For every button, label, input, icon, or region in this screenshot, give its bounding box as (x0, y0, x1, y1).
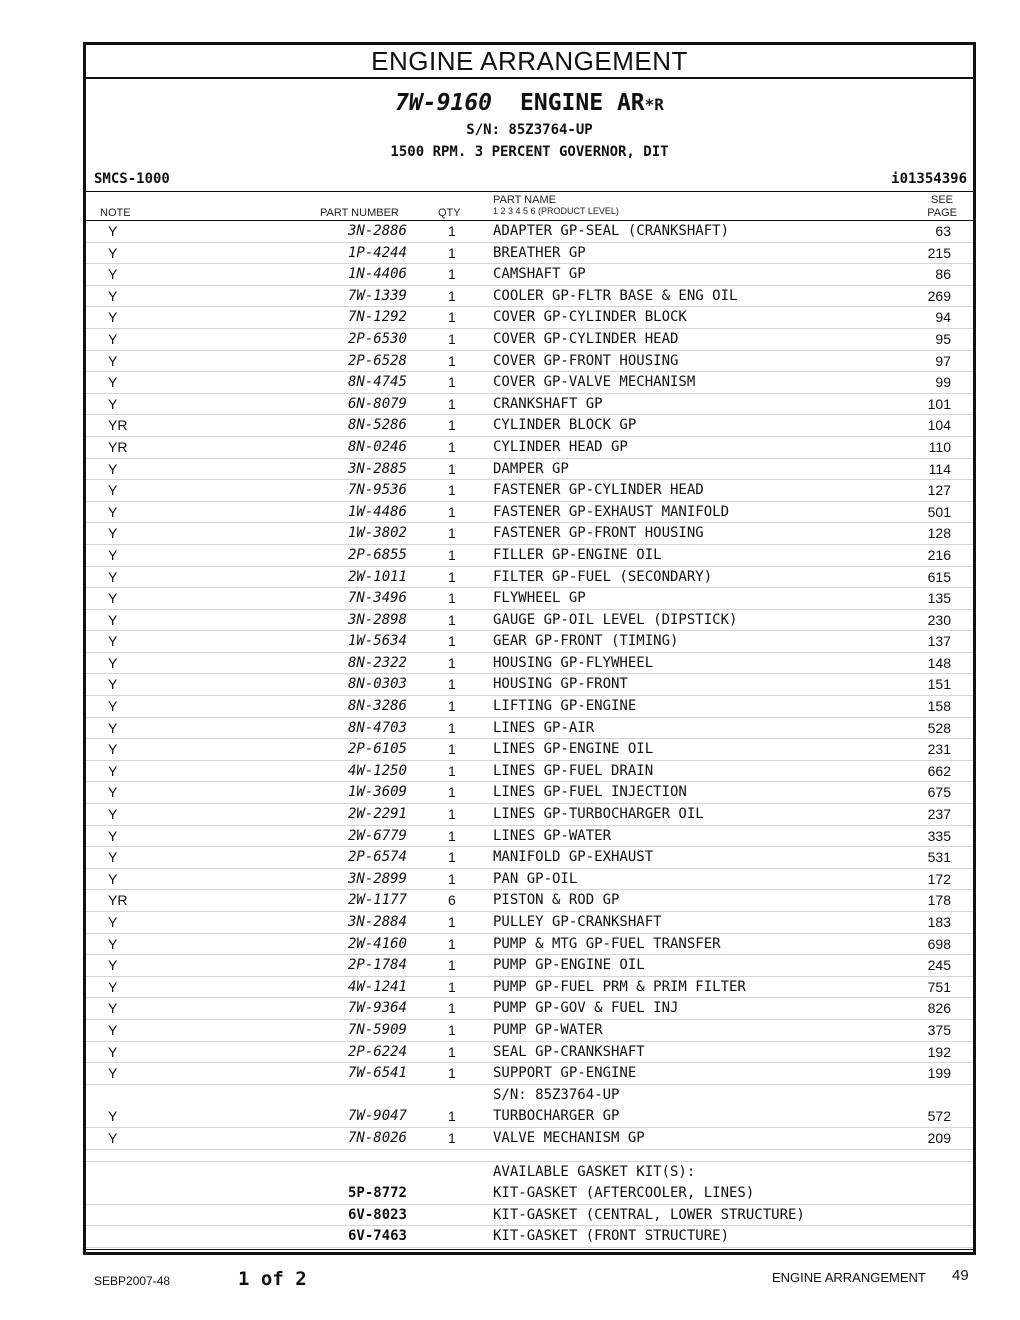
see-page-cell: 104 (927, 417, 951, 434)
part-name-cell: PULLEY GP-CRANKSHAFT (493, 914, 662, 930)
part-name-cell: VALVE MECHANISM GP (493, 1129, 645, 1146)
part-number-cell: 7W-1339 (347, 287, 407, 304)
qty-cell: 1 (448, 827, 456, 844)
illustration-id: i01354396 (891, 171, 967, 187)
see-page-cell: 231 (927, 741, 951, 758)
table-row (86, 480, 973, 502)
arrangement-part-number: 7W-9160 (395, 90, 493, 116)
note-cell: Y (108, 1043, 118, 1060)
see-page-cell: 199 (927, 1065, 951, 1082)
part-number-cell: 4W-1241 (347, 978, 407, 995)
part-number-cell: 7W-9364 (347, 1000, 407, 1017)
see-page-cell: 531 (927, 849, 951, 866)
part-number-cell: 8N-3286 (347, 698, 407, 715)
part-number-cell: 3N-2899 (347, 870, 407, 887)
see-page-cell: 245 (927, 957, 951, 974)
footer-section-title: ENGINE ARRANGEMENT (772, 1270, 926, 1285)
table-row (86, 264, 973, 286)
part-number-cell: 2P-1784 (347, 957, 407, 974)
note-cell: Y (108, 806, 118, 823)
part-name-cell: DAMPER GP (493, 460, 569, 477)
note-cell: Y (108, 741, 118, 758)
see-page-cell: 110 (928, 438, 951, 455)
see-page-cell: 751 (927, 978, 951, 995)
note-cell: Y (108, 633, 118, 650)
part-number-cell: 1W-3802 (347, 525, 407, 542)
see-page-cell: 148 (927, 654, 951, 671)
column-header-see: SEE (930, 194, 953, 206)
part-number-cell: 1W-5634 (347, 633, 407, 650)
gasket-part-number: 6V-7463 (347, 1228, 407, 1245)
see-page-cell: 572 (927, 1108, 951, 1125)
part-number-cell: 7N-8026 (347, 1129, 407, 1146)
note-cell: Y (108, 676, 118, 693)
part-number-cell: 3N-2898 (347, 611, 407, 628)
part-number-cell: 8N-5286 (347, 417, 407, 434)
note-cell: Y (108, 568, 118, 585)
qty-cell: 1 (448, 957, 456, 974)
part-name-cell: ADAPTER GP-SEAL (CRANKSHAFT) (493, 223, 730, 239)
note-cell: Y (108, 827, 118, 844)
table-row (86, 631, 973, 653)
part-number-cell: 8N-4745 (347, 374, 407, 391)
column-header-page: PAGE (927, 207, 957, 219)
qty-cell: 1 (448, 1021, 456, 1038)
part-name-cell: FASTENER GP-CYLINDER HEAD (493, 482, 704, 499)
gasket-part-name: KIT-GASKET (CENTRAL, LOWER STRUCTURE) (493, 1206, 805, 1223)
see-page-cell: 826 (927, 1000, 951, 1017)
table-row (86, 998, 973, 1020)
note-cell: Y (108, 1000, 118, 1017)
part-number-cell: 7N-1292 (347, 309, 407, 326)
part-name-cell: COOLER GP-FLTR BASE & ENG OIL (493, 287, 738, 304)
part-number-cell: 2P-6855 (347, 546, 407, 563)
table-row (86, 567, 973, 589)
table-row (86, 1020, 973, 1042)
note-cell: Y (108, 503, 118, 520)
part-name-cell: LINES GP-FUEL INJECTION (493, 784, 687, 801)
part-number-cell: 6N-8079 (347, 395, 407, 412)
qty-cell: 1 (448, 330, 456, 347)
title-line (86, 89, 973, 119)
see-page-cell: 216 (927, 546, 951, 563)
table-row (86, 782, 973, 804)
part-number-cell: 2W-1177 (347, 892, 407, 909)
note-cell: Y (108, 352, 118, 369)
part-number-cell: 7W-6541 (347, 1065, 407, 1082)
note-cell: YR (108, 438, 128, 455)
see-page-cell: 215 (927, 244, 951, 261)
qty-cell: 1 (448, 1129, 456, 1146)
part-number-cell: 2P-6530 (347, 330, 407, 347)
part-number-cell: 7N-9536 (347, 482, 407, 499)
see-page-cell: 172 (927, 870, 951, 887)
qty-cell: 1 (448, 1000, 456, 1017)
part-name-cell: PUMP & MTG GP-FUEL TRANSFER (493, 935, 721, 952)
see-page-cell: 230 (927, 611, 951, 628)
part-name-cell: PUMP GP-ENGINE OIL (493, 957, 645, 974)
see-page-cell: 662 (927, 762, 951, 779)
table-row (86, 286, 973, 308)
page-footer (0, 1264, 1020, 1294)
qty-cell: 1 (448, 482, 456, 499)
qty-cell: 1 (448, 460, 456, 477)
qty-cell: 1 (448, 438, 456, 455)
part-name-cell: LINES GP-TURBOCHARGER OIL (493, 806, 704, 823)
part-name-cell: HOUSING GP-FLYWHEEL (493, 654, 654, 671)
gasket-kit-row (86, 1205, 973, 1227)
part-number-cell: 1W-3609 (347, 784, 407, 801)
part-name-cell: SUPPORT GP-ENGINE (493, 1065, 637, 1082)
part-number-cell: 8N-0246 (347, 438, 407, 455)
note-cell: Y (108, 244, 118, 261)
serial-note: S/N: 85Z3764-UP (493, 1086, 620, 1103)
see-page-cell: 183 (927, 914, 951, 930)
see-page-cell: 335 (927, 827, 951, 844)
qty-cell: 1 (448, 244, 456, 261)
note-cell: Y (108, 957, 118, 974)
part-number-cell: 8N-0303 (347, 676, 407, 693)
table-row (86, 847, 973, 869)
smcs-row (86, 167, 973, 192)
table-row (86, 394, 973, 416)
see-page-cell: 127 (927, 482, 951, 499)
part-number-cell: 2W-1011 (347, 568, 407, 585)
note-cell: Y (108, 309, 118, 326)
part-name-cell: CYLINDER BLOCK GP (493, 417, 637, 434)
parts-list (86, 221, 973, 1248)
table-row (86, 761, 973, 783)
note-cell: Y (108, 1065, 118, 1082)
part-name-cell: PUMP GP-GOV & FUEL INJ (493, 1000, 679, 1017)
qty-cell: 1 (448, 287, 456, 304)
gasket-kit-row (86, 1183, 973, 1205)
smcs-code: SMCS-1000 (94, 171, 170, 187)
note-cell: Y (108, 1021, 118, 1038)
see-page-cell: 675 (927, 784, 951, 801)
qty-cell: 1 (448, 568, 456, 585)
table-row (86, 610, 973, 632)
note-cell: Y (108, 870, 118, 887)
qty-cell: 1 (448, 417, 456, 434)
gasket-heading-row (86, 1162, 973, 1184)
qty-cell: 1 (448, 870, 456, 887)
see-page-cell: 192 (927, 1043, 951, 1060)
note-cell: Y (108, 330, 118, 347)
note-cell: Y (108, 978, 118, 995)
part-name-cell: MANIFOLD GP-EXHAUST (493, 849, 654, 866)
qty-cell: 6 (448, 892, 456, 909)
column-header-note: NOTE (100, 207, 131, 219)
part-number-cell: 4W-1250 (347, 762, 407, 779)
qty-cell: 1 (448, 676, 456, 693)
see-page-cell: 137 (927, 633, 951, 650)
gasket-part-name: KIT-GASKET (AFTERCOOLER, LINES) (493, 1185, 755, 1202)
qty-cell: 1 (448, 806, 456, 823)
qty-cell: 1 (448, 741, 456, 758)
part-name-cell: FILLER GP-ENGINE OIL (493, 546, 662, 563)
footer-page-number: 49 (952, 1267, 969, 1284)
note-cell: YR (108, 417, 128, 434)
table-row (86, 739, 973, 761)
see-page-cell: 94 (935, 309, 951, 326)
qty-cell: 1 (448, 352, 456, 369)
title-block (86, 89, 973, 163)
qty-cell: 1 (448, 1043, 456, 1060)
part-name-cell: FASTENER GP-EXHAUST MANIFOLD (493, 503, 730, 520)
part-number-cell: 8N-4703 (347, 719, 407, 736)
bottom-rule (86, 1249, 973, 1250)
part-name-cell: PISTON & ROD GP (493, 892, 620, 909)
see-page-cell: 101 (927, 395, 951, 412)
see-page-cell: 114 (928, 460, 951, 477)
note-cell: Y (108, 525, 118, 542)
serial-note-row (86, 1085, 973, 1107)
footer-doc-id: SEBP2007-48 (94, 1274, 171, 1288)
note-cell: Y (108, 784, 118, 801)
table-row (86, 977, 973, 999)
qty-cell: 1 (448, 223, 456, 239)
note-cell: Y (108, 914, 118, 930)
part-number-cell: 2W-4160 (347, 935, 407, 952)
table-row (86, 718, 973, 740)
see-page-cell: 128 (927, 525, 951, 542)
document-frame (83, 42, 976, 1255)
note-cell: Y (108, 460, 118, 477)
part-name-cell: FILTER GP-FUEL (SECONDARY) (493, 568, 713, 585)
section-banner: ENGINE ARRANGEMENT (86, 45, 973, 79)
see-page-cell: 135 (927, 590, 951, 607)
qty-cell: 1 (448, 309, 456, 326)
part-name-cell: COVER GP-VALVE MECHANISM (493, 374, 696, 391)
qty-cell: 1 (448, 546, 456, 563)
qty-cell: 1 (448, 654, 456, 671)
qty-cell: 1 (448, 719, 456, 736)
note-cell: Y (108, 719, 118, 736)
table-row (86, 372, 973, 394)
part-name-cell: HOUSING GP-FRONT (493, 676, 628, 693)
table-row (86, 523, 973, 545)
part-name-cell: CYLINDER HEAD GP (493, 438, 628, 455)
part-number-cell: 8N-2322 (347, 654, 407, 671)
qty-cell: 1 (448, 698, 456, 715)
table-row (86, 912, 973, 934)
note-cell: Y (108, 266, 118, 283)
see-page-cell: 63 (935, 223, 951, 239)
note-cell: Y (108, 482, 118, 499)
qty-cell: 1 (448, 1108, 456, 1125)
part-number-cell: 7N-3496 (347, 590, 407, 607)
note-cell: Y (108, 1108, 118, 1125)
part-name-cell: SEAL GP-CRANKSHAFT (493, 1043, 645, 1060)
qty-cell: 1 (448, 611, 456, 628)
gasket-kits-heading: AVAILABLE GASKET KIT(S): (493, 1163, 696, 1180)
see-page-cell: 269 (927, 287, 951, 304)
see-page-cell: 86 (935, 266, 951, 283)
table-row (86, 653, 973, 675)
qty-cell: 1 (448, 503, 456, 520)
part-number-cell: 1P-4244 (347, 244, 407, 261)
see-page-cell: 158 (927, 698, 951, 715)
qty-cell: 1 (448, 590, 456, 607)
note-cell: Y (108, 546, 118, 563)
gasket-part-name: KIT-GASKET (FRONT STRUCTURE) (493, 1228, 730, 1245)
part-name-cell: GEAR GP-FRONT (TIMING) (493, 633, 679, 650)
note-cell: Y (108, 935, 118, 952)
part-name-cell: LINES GP-ENGINE OIL (493, 741, 654, 758)
part-name-cell: PUMP GP-WATER (493, 1021, 603, 1038)
part-number-cell: 7W-9047 (347, 1108, 407, 1125)
qty-cell: 1 (448, 762, 456, 779)
table-spacer (86, 1150, 973, 1162)
part-name-cell: TURBOCHARGER GP (493, 1108, 620, 1125)
table-row (86, 934, 973, 956)
column-header (86, 192, 973, 221)
part-name-cell: FLYWHEEL GP (493, 590, 586, 607)
part-name-cell: CAMSHAFT GP (493, 266, 586, 283)
table-row (86, 1042, 973, 1064)
part-number-cell: 2P-6528 (347, 352, 407, 369)
footer-page-of: 1 of 2 (238, 1268, 307, 1290)
part-name-cell: PUMP GP-FUEL PRM & PRIM FILTER (493, 978, 746, 995)
table-row (86, 1106, 973, 1128)
see-page-cell: 209 (927, 1129, 951, 1146)
table-row (86, 588, 973, 610)
see-page-cell: 528 (927, 719, 951, 736)
column-header-part-number: PART NUMBER (320, 207, 399, 219)
table-row (86, 415, 973, 437)
note-cell: Y (108, 849, 118, 866)
qty-cell: 1 (448, 395, 456, 412)
note-cell: Y (108, 1129, 118, 1146)
see-page-cell: 615 (927, 568, 951, 585)
qty-cell: 1 (448, 1065, 456, 1082)
arrangement-title: ENGINE AR (520, 90, 645, 116)
note-cell: Y (108, 698, 118, 715)
see-page-cell: 97 (935, 352, 951, 369)
part-number-cell: 3N-2886 (347, 223, 407, 239)
see-page-cell: 237 (927, 806, 951, 823)
see-page-cell: 698 (927, 935, 951, 952)
part-number-cell: 3N-2884 (347, 914, 407, 930)
table-row (86, 869, 973, 891)
note-cell: Y (108, 654, 118, 671)
column-header-qty: QTY (438, 207, 461, 219)
part-number-cell: 2P-6574 (347, 849, 407, 866)
qty-cell: 1 (448, 978, 456, 995)
table-row (86, 804, 973, 826)
note-cell: Y (108, 287, 118, 304)
qty-cell: 1 (448, 633, 456, 650)
qty-cell: 1 (448, 914, 456, 930)
note-cell: Y (108, 611, 118, 628)
part-name-cell: LINES GP-WATER (493, 827, 612, 844)
note-cell: Y (108, 395, 118, 412)
column-header-part-name: PART NAME (493, 194, 556, 206)
table-row (86, 459, 973, 481)
engine-spec: 1500 RPM. 3 PERCENT GOVERNOR, DIT (390, 144, 669, 160)
table-row (86, 243, 973, 265)
note-cell: Y (108, 223, 118, 239)
see-page-cell: 99 (935, 374, 951, 391)
note-cell: Y (108, 590, 118, 607)
part-number-cell: 1N-4406 (347, 266, 407, 283)
serial-number-range: S/N: 85Z3764-UP (466, 122, 593, 138)
part-number-cell: 2W-2291 (347, 806, 407, 823)
arrangement-title-suffix: *R (644, 95, 664, 114)
table-row (86, 890, 973, 912)
table-row (86, 826, 973, 848)
qty-cell: 1 (448, 374, 456, 391)
see-page-cell: 501 (927, 503, 951, 520)
table-row (86, 545, 973, 567)
table-row (86, 329, 973, 351)
table-row (86, 307, 973, 329)
see-page-cell: 151 (927, 676, 951, 693)
table-row (86, 696, 973, 718)
part-name-cell: BREATHER GP (493, 244, 586, 261)
qty-cell: 1 (448, 784, 456, 801)
part-name-cell: LINES GP-FUEL DRAIN (493, 762, 654, 779)
part-name-cell: COVER GP-CYLINDER HEAD (493, 330, 679, 347)
table-row (86, 502, 973, 524)
table-row (86, 674, 973, 696)
part-name-cell: GAUGE GP-OIL LEVEL (DIPSTICK) (493, 611, 738, 628)
table-row (86, 437, 973, 459)
part-name-cell: FASTENER GP-FRONT HOUSING (493, 525, 704, 542)
note-cell: Y (108, 374, 118, 391)
table-row (86, 1128, 973, 1150)
qty-cell: 1 (448, 525, 456, 542)
qty-cell: 1 (448, 266, 456, 283)
table-row (86, 351, 973, 373)
table-row (86, 221, 973, 243)
see-page-cell: 178 (927, 892, 951, 909)
table-row (86, 955, 973, 977)
part-number-cell: 1W-4486 (347, 503, 407, 520)
part-number-cell: 2P-6224 (347, 1043, 407, 1060)
column-header-product-levels: 1 2 3 4 5 6 (PRODUCT LEVEL) (493, 206, 619, 216)
part-name-cell: LINES GP-AIR (493, 719, 595, 736)
see-page-cell: 95 (935, 330, 951, 347)
see-page-cell: 375 (927, 1021, 951, 1038)
note-cell: Y (108, 762, 118, 779)
qty-cell: 1 (448, 935, 456, 952)
part-name-cell: CRANKSHAFT GP (493, 395, 603, 412)
part-name-cell: PAN GP-OIL (493, 870, 578, 887)
part-number-cell: 3N-2885 (347, 460, 407, 477)
qty-cell: 1 (448, 849, 456, 866)
part-number-cell: 2W-6779 (347, 827, 407, 844)
gasket-part-number: 6V-8023 (347, 1206, 407, 1223)
note-cell: YR (108, 892, 128, 909)
part-name-cell: LIFTING GP-ENGINE (493, 698, 637, 715)
part-name-cell: COVER GP-FRONT HOUSING (493, 352, 679, 369)
gasket-kit-row (86, 1226, 973, 1248)
table-row (86, 1063, 973, 1085)
part-name-cell: COVER GP-CYLINDER BLOCK (493, 309, 687, 326)
part-number-cell: 2P-6105 (347, 741, 407, 758)
gasket-part-number: 5P-8772 (347, 1185, 407, 1202)
part-number-cell: 7N-5909 (347, 1021, 407, 1038)
